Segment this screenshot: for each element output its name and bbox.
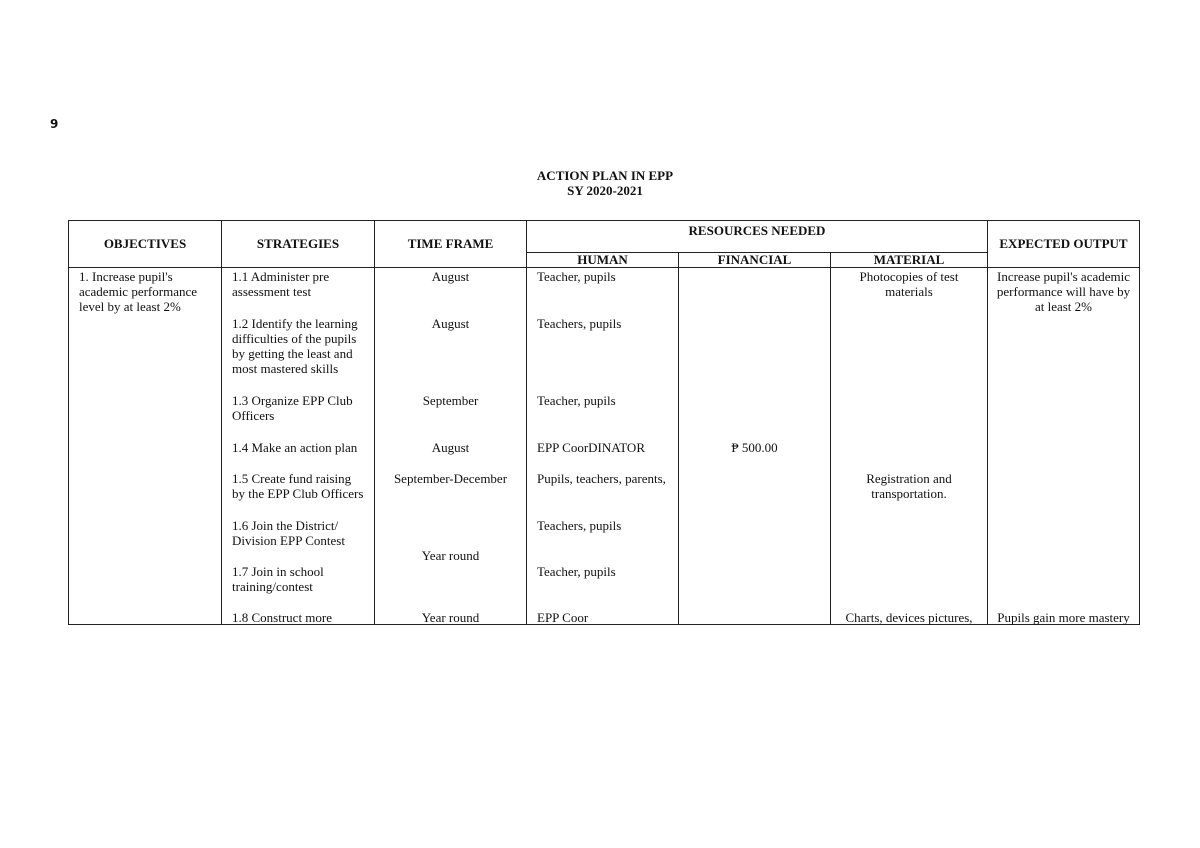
expected-output-2: Pupils gain more mastery [997, 610, 1130, 625]
human-2: Teachers, pupils [537, 316, 622, 331]
strategy-1-7: 1.7 Join in school training/contest [232, 564, 324, 594]
title-line-2: SY 2020-2021 [567, 183, 643, 198]
page-number: 9 [50, 117, 59, 131]
strategies-cell [222, 268, 375, 625]
human-6: Teachers, pupils [537, 518, 622, 533]
time-frame-7: Year round [421, 610, 480, 625]
time-frame-2: August [431, 316, 470, 331]
financial-1: ₱ 500.00 [731, 440, 778, 455]
time-frame-cell [375, 268, 527, 625]
time-frame-3: September [422, 393, 479, 408]
expected-output-1: Increase pupil's academic performance will have by at least 2% [996, 269, 1131, 314]
time-frame-1: August [431, 269, 470, 284]
header-strategies: STRATEGIES [222, 221, 375, 268]
objectives-cell [69, 268, 222, 625]
time-frame-6: Year round [421, 548, 480, 563]
strategy-1-2: 1.2 Identify the learning difficulties of the pupils by getting the least and most mastered skills [232, 316, 358, 376]
human-4: EPP CoorDINATOR [537, 440, 645, 455]
financial-cell [679, 268, 831, 625]
header-material: MATERIAL [831, 253, 988, 268]
time-frame-4: August [431, 440, 470, 455]
table-row [69, 268, 1140, 625]
strategy-1-3: 1.3 Organize EPP Club Officers [232, 393, 353, 423]
human-cell [527, 268, 679, 625]
strategy-1-8: 1.8 Construct more [232, 610, 333, 625]
material-2: Registration and transportation. [866, 471, 952, 501]
header-human: HUMAN [527, 253, 679, 268]
strategy-1-6: 1.6 Join the District/ Division EPP Contest [232, 518, 345, 548]
strategy-1-1: 1.1 Administer pre assessment test [232, 269, 330, 299]
document-title [0, 168, 1200, 198]
header-resources-needed: RESOURCES NEEDED [527, 221, 988, 253]
strategy-1-4: 1.4 Make an action plan [232, 440, 358, 455]
human-1: Teacher, pupils [537, 269, 616, 284]
human-3: Teacher, pupils [537, 393, 616, 408]
human-7: Teacher, pupils [537, 564, 616, 579]
material-3: Charts, devices pictures, [845, 610, 973, 625]
material-cell [831, 268, 988, 625]
title-line-1: ACTION PLAN IN EPP [536, 168, 674, 183]
header-expected-output: EXPECTED OUTPUT [988, 221, 1140, 268]
human-5: Pupils, teachers, parents, [537, 471, 666, 486]
strategy-1-5: 1.5 Create fund raising by the EPP Club Officers [232, 471, 364, 501]
human-8: EPP Coor [537, 610, 589, 625]
header-objectives: OBJECTIVES [69, 221, 222, 268]
time-frame-5: September-December [393, 471, 508, 486]
header-financial: FINANCIAL [679, 253, 831, 268]
objective-text: 1. Increase pupil's academic performance level by at least 2% [79, 269, 198, 314]
material-1: Photocopies of test materials [859, 269, 959, 299]
expected-output-cell [988, 268, 1140, 625]
action-plan-table [68, 220, 1140, 625]
header-time-frame: TIME FRAME [375, 221, 527, 268]
